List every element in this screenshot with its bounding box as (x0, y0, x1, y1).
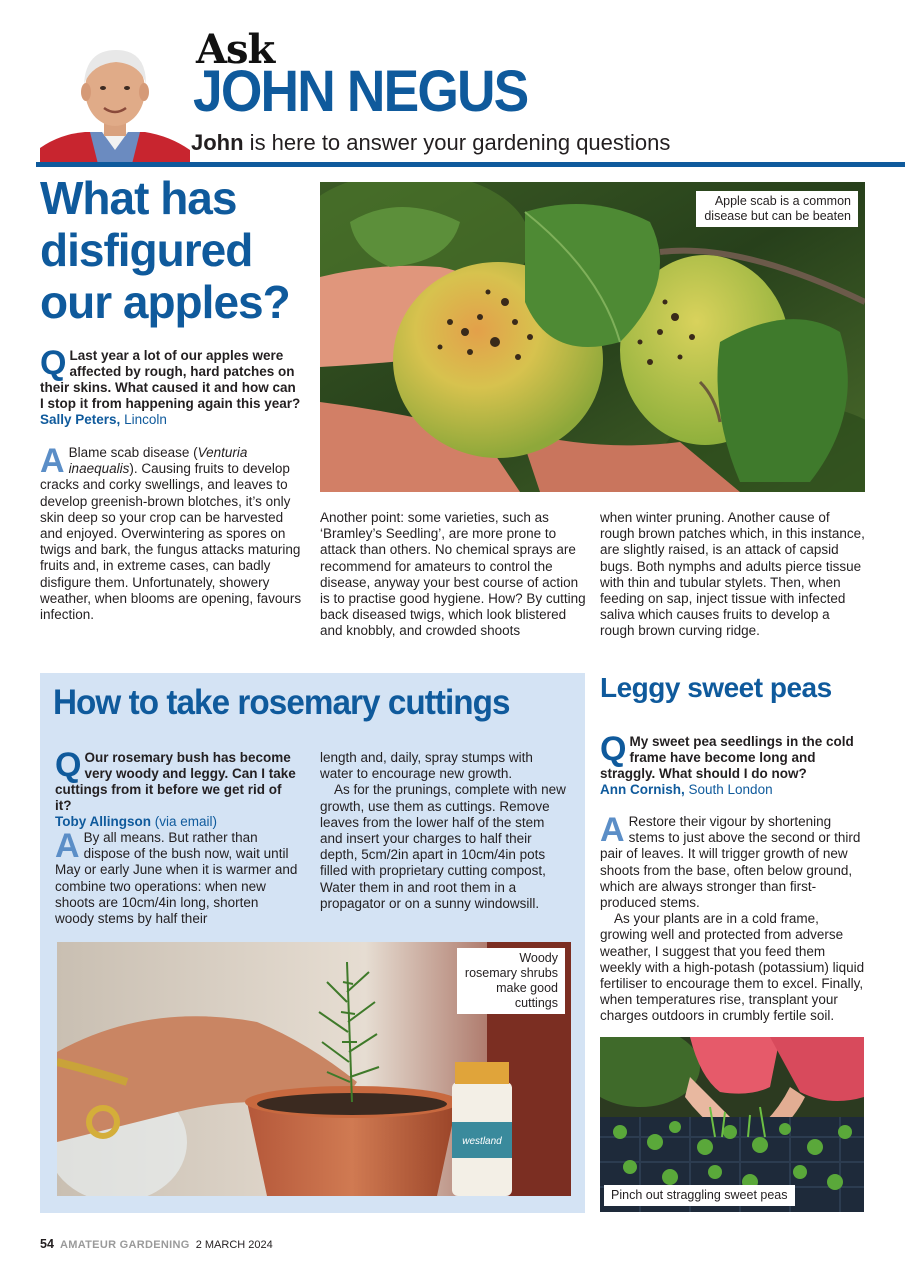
magazine-name: AMATEUR GARDENING (60, 1239, 190, 1251)
article1-headline: What has disfigured our apples? (40, 172, 290, 328)
a-mark: A (40, 442, 65, 480)
header-tagline (191, 130, 670, 156)
author-portrait (40, 40, 190, 164)
article2-headline: How to take rosemary cuttings (53, 683, 510, 722)
article1-answer: A Blame scab disease (Venturia inaequalis). Causing fruits to develop cracks and corky swellings, and leaves to develop greenish-brown blotches, it’s only skin deep so your crop can be harvested and enjoyed. Overwintering as spores on twigs and bark, the fungus attacks maturing fruits and, in extreme cases, can badly disfigure them. Unfortunately, showery weather, when blooms are opening, favours infection. (40, 442, 302, 623)
article1-question: Q Last year a lot of our apples were affected by rough, hard patches on their skins. What caused it and how can I stop it from happening again this year? (40, 344, 301, 411)
article1-question-block (40, 344, 302, 428)
issue-date: 2 MARCH 2024 (195, 1239, 273, 1251)
q-mark: Q (40, 344, 67, 382)
article2-answer: A By all means. But rather than dispose of the bush now, wait until May or early June when it is warmer and combine two operations: when new shoots are 10cm/4in long, shorten woody stems by half their (55, 827, 298, 927)
header-ask: Ask (196, 26, 275, 73)
header-rule (36, 162, 905, 167)
article1-col3: when winter pruning. Another cause of rough brown patches which, in this instance, are slightly raised, is an attack of capsid bugs. Both nymphs and adults pierce tissue with thin and tubular stylets. Then, when feeding on sap, inject tissue with infected saliva which causes fruits to develop a rough brown curving ridge. (600, 510, 865, 639)
article2-col2: length and, daily, spray stumps with water to encourage new growth. As for the prunings, complete with new growth, use them as cuttings. Remove leaves from the lower half of the stem and insert your charges to half their depth, 5cm/2in apart in 10cm/4in pots filled with proprietary cutting compost, Water them in and root them in a propagator or on a sunny windowsill. (320, 750, 566, 911)
sweet-pea-caption: Pinch out straggling sweet peas (604, 1185, 795, 1206)
header-name: JOHN NEGUS (193, 59, 528, 124)
article3-asker: Ann Cornish, South London (600, 782, 773, 797)
pot-label: westland (462, 1136, 502, 1147)
tagline-rest: is here to answer your gardening questions (243, 130, 671, 155)
article2-question-block (55, 746, 301, 830)
q-mark: Q (55, 746, 82, 784)
article2-asker: Toby Allingson (via email) (55, 814, 218, 829)
article2-question: Q Our rosemary bush has become very woody and leggy. Can I take cuttings from it before we get rid of it? (55, 746, 296, 813)
apple-photo (320, 182, 865, 492)
tagline-name: John (191, 130, 244, 155)
page-number: 54 (40, 1237, 54, 1251)
rosemary-caption: Woody rosemary shrubs make good cuttings (457, 948, 565, 1014)
page-footer (40, 1237, 273, 1251)
article1-col2: Another point: some varieties, such as ‘Bramley’s Seedling’, are more prone to attack than others. No chemical sprays are recommend for amateurs to control the disease, anyway your best course of action is to practise good hygiene. How? By cutting back diseased twigs, which look blistered and knobbly, and crowded shoots (320, 510, 586, 639)
a-mark: A (55, 827, 80, 865)
a-mark: A (600, 811, 625, 849)
article1-asker: Sally Peters, Lincoln (40, 412, 167, 427)
q-mark: Q (600, 730, 627, 768)
article3-question-block (600, 730, 865, 798)
apple-caption: Apple scab is a common disease but can be beaten (696, 191, 858, 227)
article3-answer: A Restore their vigour by shortening stems to just above the second or third pair of leaves. It will trigger growth of new shoots from the base, often below ground, which are always stronger than first-produced stems. As your plants are in a cold frame, growing well and protected from adverse weather, I suggest that you feed them weekly with a high-potash (potassium) liquid fertiliser to encourage them to excel. Finally, when temperatures rise, transplant your charges outdoors in crumbly fertile soil. (600, 811, 865, 1024)
article3-question: Q My sweet pea seedlings in the cold frame have become long and straggly. What should I do now? (600, 730, 854, 781)
article3-headline: Leggy sweet peas (600, 672, 832, 703)
